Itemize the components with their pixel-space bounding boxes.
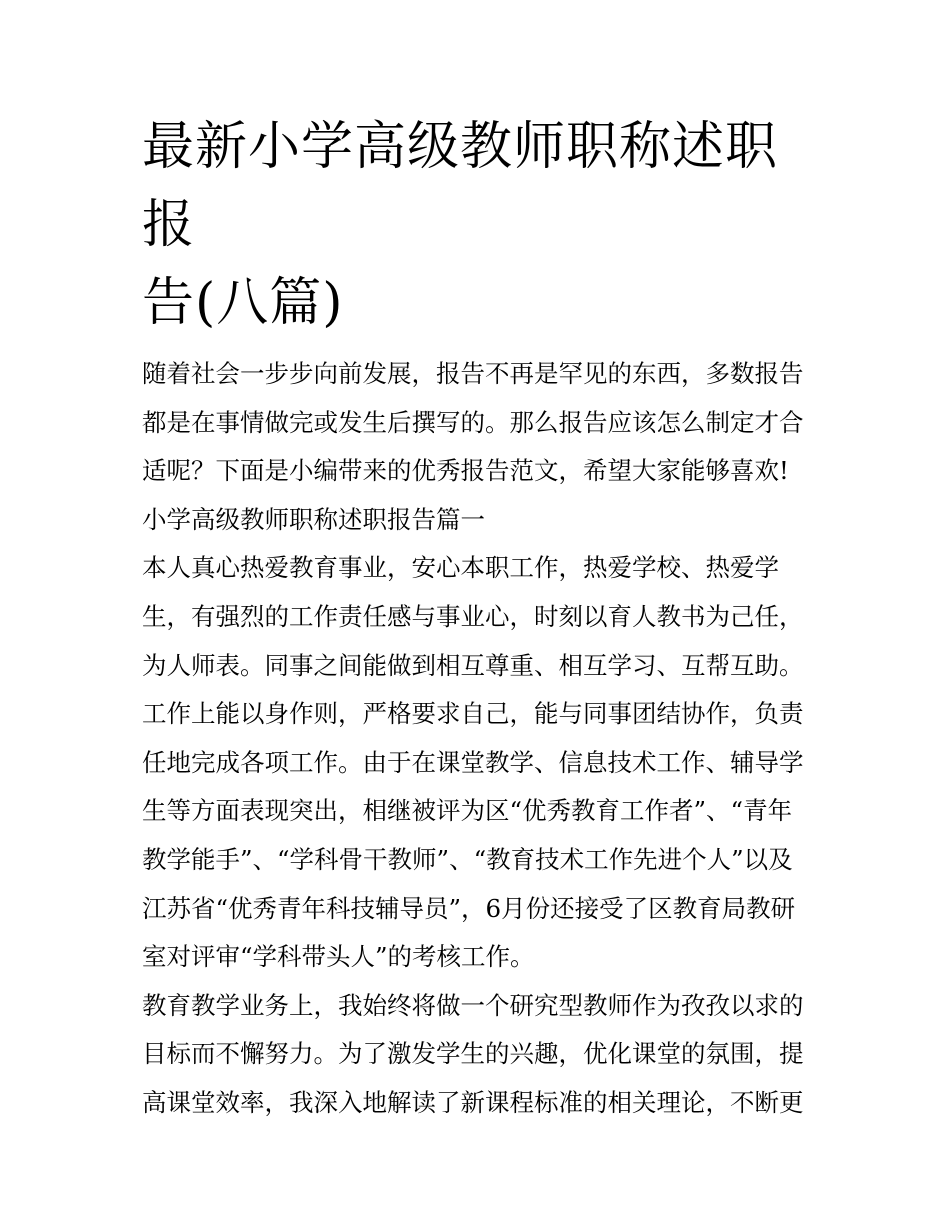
document-title — [142, 108, 814, 342]
intro-line: 都是在事情做完或发生后撰写的。那么报告应该怎么制定才合 — [142, 407, 804, 437]
paragraph-line: 生等方面表现突出，相继被评为区“优秀教育工作者”、“青年 — [142, 796, 793, 826]
title-line: 告(八篇) — [142, 273, 344, 333]
paragraph-line: 任地完成各项工作。由于在课堂教学、信息技术工作、辅导学 — [142, 747, 804, 777]
paragraph-line: 教学能手”、“学科骨干教师”、“教育技术工作先进个人”以及 — [142, 844, 793, 874]
paragraph-line: 目标而不懈努力。为了激发学生的兴趣，优化课堂的氛围，提 — [142, 1039, 804, 1069]
paragraph-line: 生，有强烈的工作责任感与事业心，时刻以育人教书为己任， — [142, 601, 804, 631]
paragraph-line: 江苏省“优秀青年科技辅导员”，6月份还接受了区教育局教研 — [142, 893, 796, 923]
paragraph-line: 工作上能以身作则，严格要求自己，能与同事团结协作，负责 — [142, 699, 804, 729]
section-heading: 小学高级教师职称述职报告篇一 — [142, 504, 485, 534]
document-body — [142, 350, 814, 1128]
paragraph-line: 本人真心热爱教育事业，安心本职工作，热爱学校、热爱学 — [142, 553, 779, 583]
paragraph-line: 室对评审“学科带头人”的考核工作。 — [142, 942, 535, 972]
title-line: 最新小学高级教师职称述职报 — [142, 117, 779, 255]
document-content — [142, 108, 814, 1128]
intro-line: 适呢？下面是小编带来的优秀报告范文，希望大家能够喜欢! — [142, 456, 789, 486]
paragraph-line: 为人师表。同事之间能做到相互尊重、相互学习、互帮互助。 — [142, 650, 804, 680]
paragraph-line: 教育教学业务上，我始终将做一个研究型教师作为孜孜以求的 — [142, 990, 804, 1020]
paragraph-line: 高课堂效率，我深入地解读了新课程标准的相关理论，不断更 — [142, 1087, 804, 1117]
intro-line: 随着社会一步步向前发展，报告不再是罕见的东西，多数报告 — [142, 359, 804, 388]
